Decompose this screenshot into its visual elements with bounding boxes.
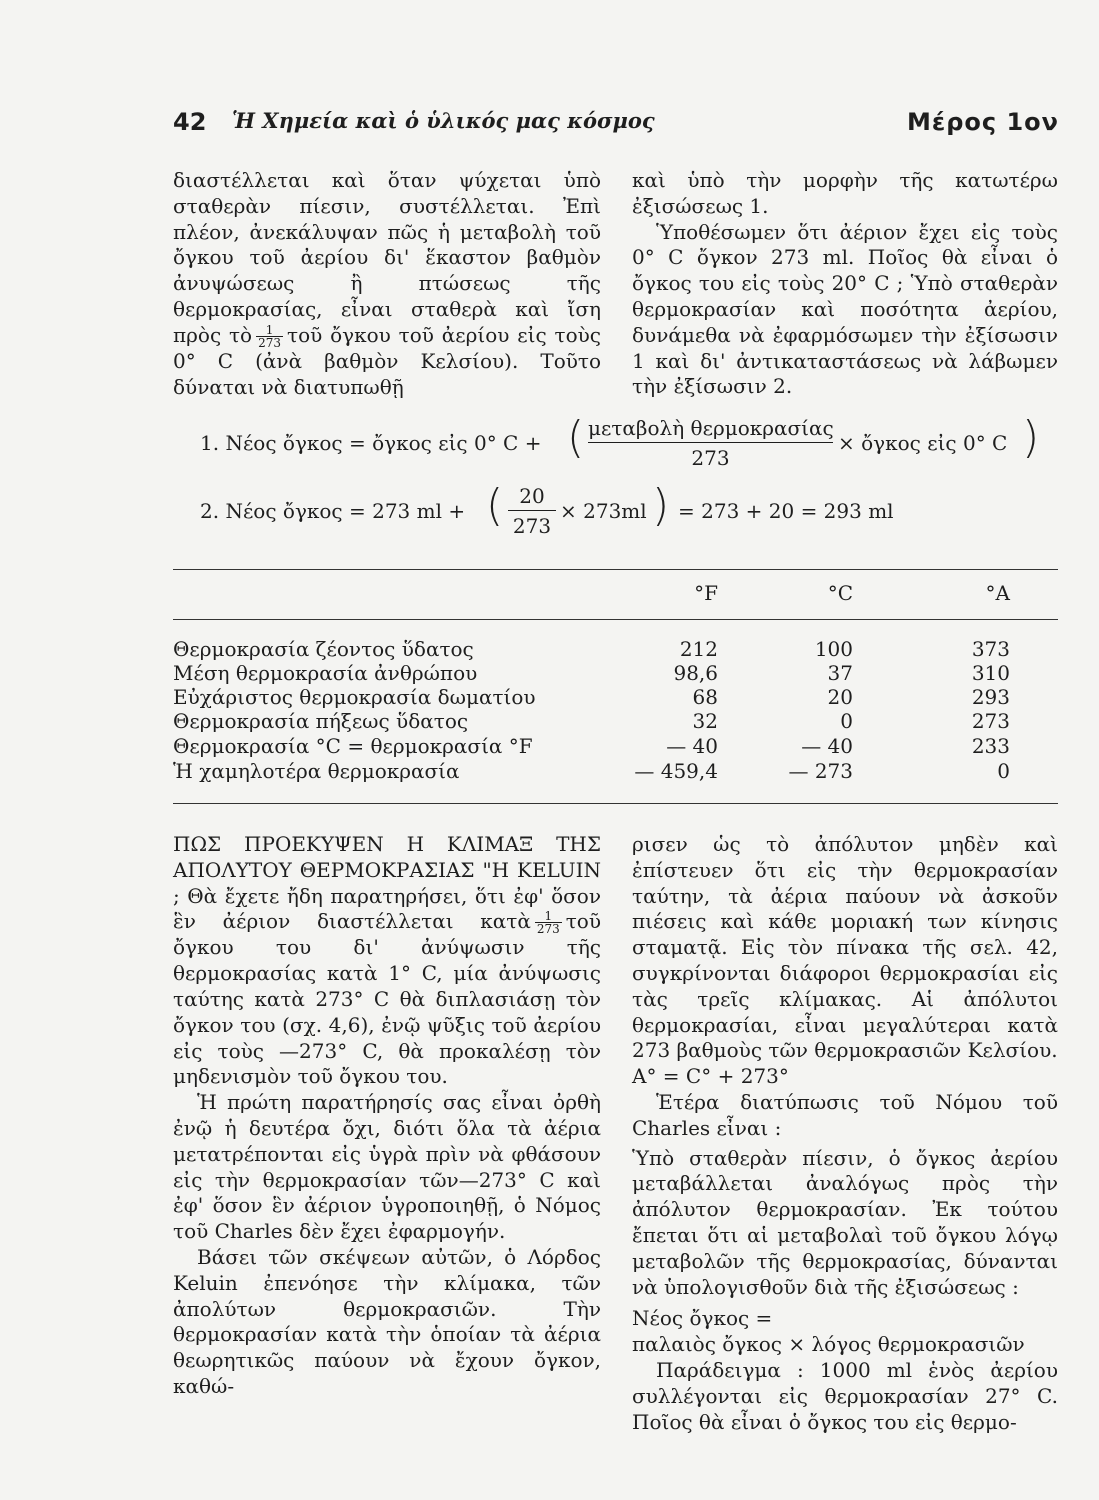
equation-1-rhs: × ὄγκος εἰς 0° C bbox=[838, 431, 1008, 455]
row-label: Θερμοκρασία πήξεως ὕδατος bbox=[173, 709, 469, 733]
cell-a: 233 bbox=[971, 734, 1010, 758]
text: τοῦ ὄγκου του δι' ἀνύψωσιν τῆς θερμοκρασίας κατὰ 1° C, μία ἀνύψωσις ταύτης κατὰ 273° C θὰ διπλασιάσῃ τὸν ὄγκον του (σχ. 4,6), ἐνῷ ψῦξις τοῦ ἀερίου εἰς τοὺς —273° C, θὰ προκαλέσῃ τὸν μηδενισμὸν τοῦ ὄγκου του. bbox=[173, 909, 601, 1089]
equation-1-denominator: 273 bbox=[691, 446, 730, 470]
equation-2-multiplier: × 273ml bbox=[560, 499, 647, 523]
fraction-numerator: 1 bbox=[256, 324, 283, 337]
cell-f: 68 bbox=[692, 685, 718, 709]
table-row bbox=[173, 662, 1058, 685]
row-label: Ἡ χαμηλοτέρα θερμοκρασία bbox=[173, 759, 460, 783]
header-fahrenheit: °F bbox=[694, 581, 718, 605]
equation-2-denominator: 273 bbox=[512, 514, 552, 538]
equation-line: Νέος ὄγκος = bbox=[632, 1306, 773, 1331]
paren-close: ) bbox=[652, 480, 670, 531]
column-top-left bbox=[173, 168, 601, 400]
header-celsius: °C bbox=[827, 581, 853, 605]
equation-2-lhs: 2. Νέος ὄγκος = 273 ml + bbox=[200, 499, 466, 523]
table-row bbox=[173, 710, 1058, 733]
equation-2-numerator: 20 bbox=[508, 484, 556, 511]
cell-a: 373 bbox=[971, 637, 1010, 661]
cell-c: 100 bbox=[814, 637, 853, 661]
fraction-denominator: 273 bbox=[258, 335, 282, 350]
text: Θὰ ἔχετε ἤδη παρατηρήσει, ὅτι ἐφ' ὅσον ἓν ἀέριον διαστέλλεται κατὰ bbox=[173, 883, 601, 934]
equation-2-rhs: = 273 + 20 = 293 ml bbox=[678, 499, 894, 523]
cell-a: 293 bbox=[971, 685, 1010, 709]
running-title: Ἡ Χημεία καὶ ὁ ὑλικός μας κόσμος bbox=[232, 108, 655, 133]
paragraph bbox=[173, 832, 601, 1090]
column-bottom-right bbox=[632, 832, 1058, 1435]
row-label: Μέση θερμοκρασία ἀνθρώπου bbox=[173, 661, 478, 685]
part-label: Μέρος 1ον bbox=[906, 108, 1059, 136]
text: τοῦ ὄγκου τοῦ ἀερίου εἰς τοὺς 0° C (ἀνὰ βαθμὸν Κελσίου). Τοῦτο δύναται νὰ διατυπωθῇ bbox=[173, 322, 602, 399]
cell-a: 310 bbox=[971, 661, 1010, 685]
cell-c: — 40 bbox=[801, 734, 853, 758]
cell-f: 98,6 bbox=[673, 661, 718, 685]
cell-f: 212 bbox=[679, 637, 718, 661]
text: διαστέλλεται καὶ ὅταν ψύχεται ὑπὸ σταθερὰν πίεσιν, συστέλλεται. Ἐπὶ πλέον, ἀνεκάλυψαν πῶς ἡ μεταβολὴ τοῦ ὄγκου τοῦ ἀερίου δι' ἕκαστον βαθμὸν ἀνυψώσεως ἢ πτώσεως τῆς θερμοκρασίας, εἶναι σταθερὰ καὶ ἴση πρὸς τὸ bbox=[173, 168, 601, 347]
formula-absolute: A° = C° + 273° bbox=[632, 1064, 789, 1089]
cell-c: 20 bbox=[827, 685, 853, 709]
column-top-right bbox=[632, 168, 1058, 400]
cell-f: — 459,4 bbox=[634, 759, 718, 783]
fraction-numerator: 1 bbox=[535, 910, 562, 923]
cell-a: 0 bbox=[997, 759, 1010, 783]
table-rule-bottom bbox=[173, 803, 1058, 804]
row-label: Εὐχάριστος θερμοκρασία δωματίου bbox=[173, 685, 536, 709]
equation-1-lhs: 1. Νέος ὄγκος = ὄγκος εἰς 0° C + bbox=[200, 431, 542, 455]
page-number: 42 bbox=[173, 108, 207, 136]
table-header-row bbox=[173, 582, 1058, 605]
paragraph: Βάσει τῶν σκέψεων αὐτῶν, ὁ Λόρδος Keluin ἐπενόησε τὴν κλίμακα, τῶν ἀπολύτων θερμοκρασιῶν. Τὴν θερμοκρασίαν κατὰ τὴν ὁποίαν τὰ ἀέρια θεωρητικῶς παύουν νὰ ἔχουν ὄγκον, καθώ- bbox=[173, 1244, 601, 1398]
paragraph: Ἡ πρώτη παρατήρησίς σας εἶναι ὀρθὴ ἐνῷ ἡ δευτέρα ὄχι, διότι ὅλα τὰ ἀέρια μετατρέπονται εἰς ὑγρὰ πρὶν νὰ φθάσουν εἰς τὴν θερμοκρασίαν τῶν—273° C καὶ ἐφ' ὅσον ἓν ἀέριον ὑγροποιηθῇ, ὁ Νόμος τοῦ Charles δὲν ἔχει ἐφαρμογήν. bbox=[173, 1090, 601, 1244]
paragraph: Παράδειγμα : 1000 ml ἑνὸς ἀερίου συλλέγονται εἰς θερμοκρασίαν 27° C. Ποῖος θὰ εἶναι ὁ ὄγκος του εἰς θερμο- bbox=[632, 1357, 1058, 1434]
cell-a: 273 bbox=[971, 709, 1010, 733]
paren-close: ) bbox=[1022, 412, 1040, 463]
row-label: Θερμοκρασία °C = θερμοκρασία °F bbox=[173, 734, 533, 758]
row-label: Θερμοκρασία ζέοντος ὕδατος bbox=[173, 637, 474, 661]
paragraph: καὶ ὑπὸ τὴν μορφὴν τῆς κατωτέρω ἐξισώσεως 1. bbox=[632, 168, 1058, 218]
paragraph: Ὑπὸ σταθερὰν πίεσιν, ὁ ὄγκος ἀερίου μεταβάλλεται ἀναλόγως πρὸς τὴν ἀπόλυτον θερμοκρασίαν. Ἐκ τούτου ἔπεται ὅτι αἱ μεταβολαὶ τοῦ ὄγκου λόγῳ μεταβολῶν τῆς θερμοκρασίας, δύνανται νὰ ὑπολογισθοῦν διὰ τῆς ἐξισώσεως : bbox=[632, 1145, 1058, 1299]
cell-c: — 273 bbox=[788, 759, 853, 783]
table-row bbox=[173, 638, 1058, 661]
cell-f: 32 bbox=[692, 709, 718, 733]
table-rule-header bbox=[173, 619, 1058, 620]
paragraph bbox=[173, 168, 601, 400]
fraction bbox=[535, 910, 562, 935]
equation-1-numerator: μεταβολὴ θερμοκρασίας bbox=[588, 416, 833, 443]
cell-c: 37 bbox=[827, 661, 853, 685]
cell-c: 0 bbox=[840, 709, 853, 733]
column-bottom-left bbox=[173, 832, 601, 1400]
fraction-denominator: 273 bbox=[536, 922, 560, 937]
header-absolute: °A bbox=[985, 581, 1010, 605]
equation-line: παλαιὸς ὄγκος × λόγος θερμοκρασιῶν bbox=[632, 1332, 1025, 1357]
table-row bbox=[173, 760, 1058, 783]
paragraph: ρισεν ὡς τὸ ἀπόλυτον μηδὲν καὶ ἐπίστευεν ὅτι εἰς τὴν θερμοκρασίαν ταύτην, τὰ ἀέρια παύουν νὰ ἀσκοῦν πιέσεις καὶ κάθε μοριακή των κίνησις σταματᾷ. Εἰς τὸν πίνακα τῆς σελ. 42, συγκρίνονται διάφοροι θερμοκρασίαι εἰς τὰς τρεῖς κλίμακας. Αἱ ἀπόλυτοι θερμοκρασίαι, εἶναι μεγαλύτεραι κατὰ 273 βαθμοὺς τῶν θερμοκρασιῶν Κελσίου. bbox=[632, 832, 1058, 1063]
section-heading: ΠΩΣ ΠΡΟΕΚΥΨΕΝ Η ΚΛΙΜΑΞ ΤΗΣ ΑΠΟΛΥΤΟΥ ΘΕΡΜΟΚΡΑΣΙΑΣ "Η KELUIN ; bbox=[173, 832, 601, 908]
paren-open: ( bbox=[486, 480, 504, 531]
cell-f: — 40 bbox=[666, 734, 718, 758]
table-rule-top bbox=[173, 569, 1058, 570]
paragraph: Ὑποθέσωμεν ὅτι ἀέριον ἔχει εἰς τοὺς 0° C ὄγκον 273 ml. Ποῖος θὰ εἶναι ὁ ὄγκος του εἰς τοὺς 20° C ; Ὑπὸ σταθερὰν θερμοκρασίαν καὶ ποσότητα ἀερίου, δυνάμεθα νὰ ἐφαρμόσωμεν τὴν ἐξίσωσιν 1 καὶ δι' ἀντικαταστάσεως νὰ λάβωμεν τὴν ἐξίσωσιν 2. bbox=[632, 219, 1058, 399]
table-row bbox=[173, 735, 1058, 758]
fraction bbox=[256, 324, 283, 349]
paragraph: Ἑτέρα διατύπωσις τοῦ Νόμου τοῦ Charles εἶναι : bbox=[632, 1089, 1058, 1140]
table-row bbox=[173, 686, 1058, 709]
paren-open: ( bbox=[567, 412, 585, 463]
